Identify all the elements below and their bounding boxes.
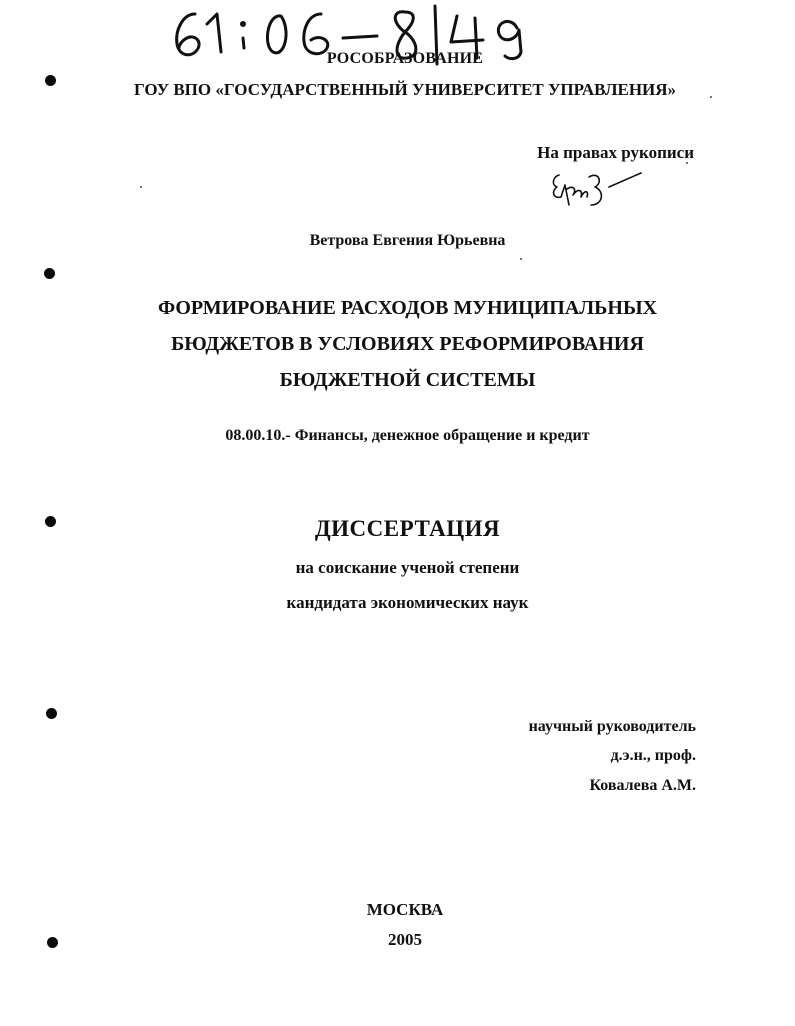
advisor-role: научный руководитель <box>528 718 696 735</box>
advisor-degree: д.э.н., проф. <box>610 747 696 764</box>
university-name: ГОУ ВПО «ГОСУДАРСТВЕННЫЙ УНИВЕРСИТЕТ УПРАВЛЕНИЯ» <box>133 80 677 99</box>
document-type-heading: ДИССЕРТАЦИЯ <box>314 516 501 541</box>
punch-hole <box>44 268 55 279</box>
degree-line-1: на соискание ученой степени <box>295 558 520 577</box>
manuscript-rights-note: На правах рукописи <box>537 143 694 162</box>
ministry-name: РОСОБРАЗОВАНИЕ <box>326 50 484 67</box>
city: МОСКВА <box>366 900 444 919</box>
signature-icon <box>545 165 645 215</box>
punch-hole <box>46 708 57 719</box>
title-line-3: БЮДЖЕТНОЙ СИСТЕМЫ <box>279 369 536 391</box>
dissertation-title <box>0 290 795 398</box>
advisor-name: Ковалева А.М. <box>589 777 696 794</box>
degree-line-2: кандидата экономических наук <box>286 593 529 612</box>
author-name: Ветрова Евгения Юрьевна <box>309 232 506 249</box>
title-line-2: БЮДЖЕТОВ В УСЛОВИЯХ РЕФОРМИРОВАНИЯ <box>171 333 644 355</box>
scan-speck <box>140 186 142 188</box>
specialty-code: 08.00.10.- Финансы, денежное обращение и кредит <box>225 427 590 444</box>
scan-speck <box>520 258 522 260</box>
year: 2005 <box>388 930 422 949</box>
author-signature <box>545 165 645 215</box>
title-line-1: ФОРМИРОВАНИЕ РАСХОДОВ МУНИЦИПАЛЬНЫХ <box>157 297 658 319</box>
